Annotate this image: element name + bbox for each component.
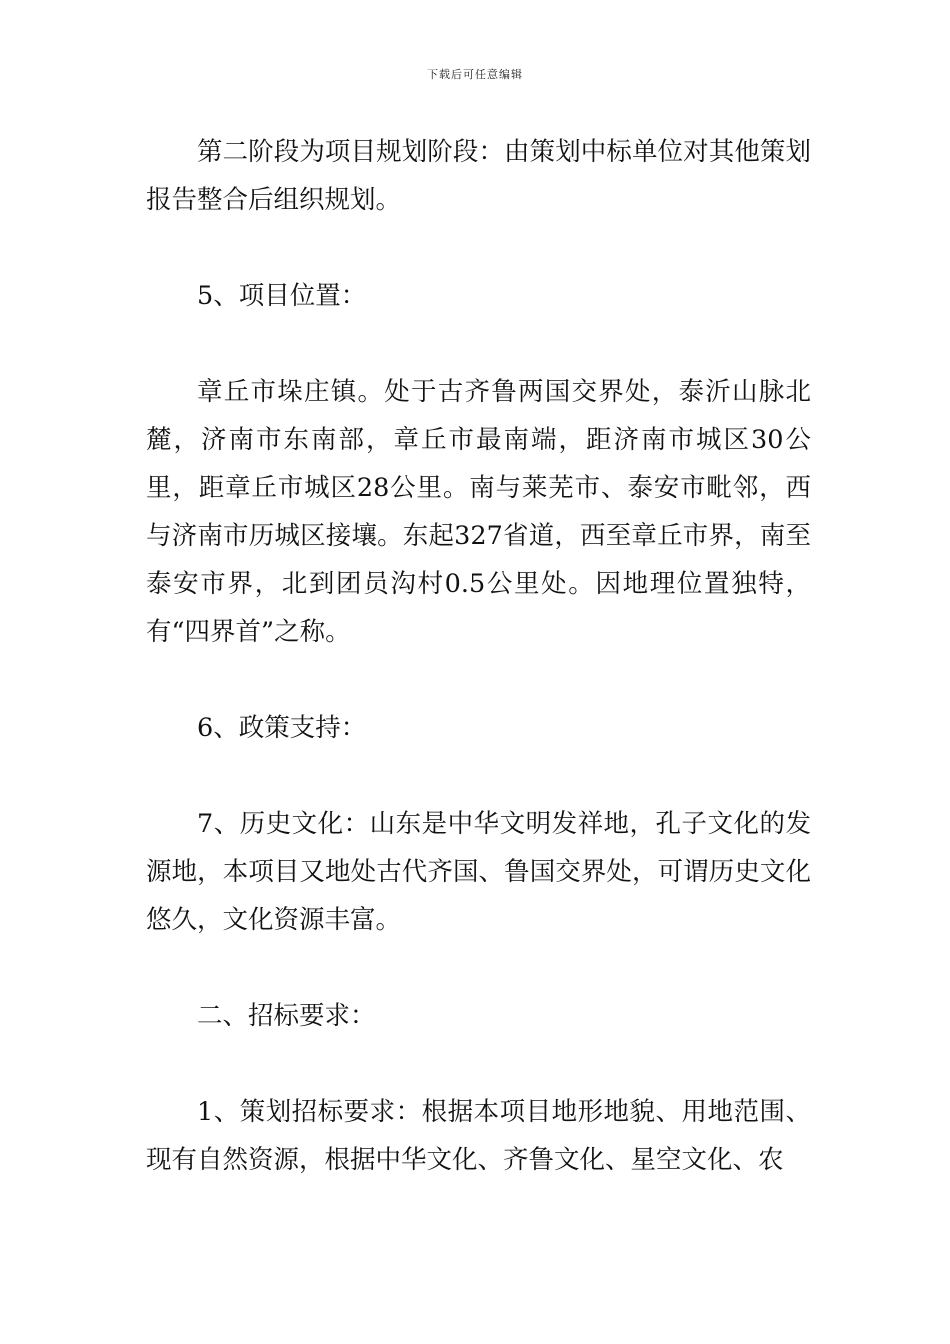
paragraph-project-location: 章丘市垛庄镇。处于古齐鲁两国交界处，泰沂山脉北麓，济南市东南部，章丘市最南端，距济南市城区30公里，距章丘市城区28公里。南与莱芜市、泰安市毗邻，西与济南市历城区接壤。东起327省道，西至章丘市界，南至泰安市界，北到团员沟村0.5公里处。因地理位置独特，有“四界首”之称。 bbox=[146, 377, 811, 647]
paragraph-stage-two: 第二阶段为项目规划阶段：由策划中标单位对其他策划报告整合后组织规划。 bbox=[146, 137, 811, 215]
paragraph-planning-requirements: 1、策划招标要求：根据本项目地形地貌、用地范围、现有自然资源，根据中华文化、齐鲁文化、星空文化、农 bbox=[146, 1097, 811, 1175]
paragraph-history-culture: 7、历史文化：山东是中华文明发祥地，孔子文化的发源地，本项目又地处古代齐国、鲁国交界处，可谓历史文化悠久，文化资源丰富。 bbox=[146, 809, 811, 935]
document-body bbox=[146, 128, 811, 1184]
heading-bidding-requirements: 二、招标要求： bbox=[197, 1001, 376, 1031]
page-header-note: 下载后可任意编辑 bbox=[427, 68, 523, 81]
heading-project-location: 5、项目位置： bbox=[197, 281, 367, 311]
heading-policy-support: 6、政策支持： bbox=[197, 713, 367, 743]
